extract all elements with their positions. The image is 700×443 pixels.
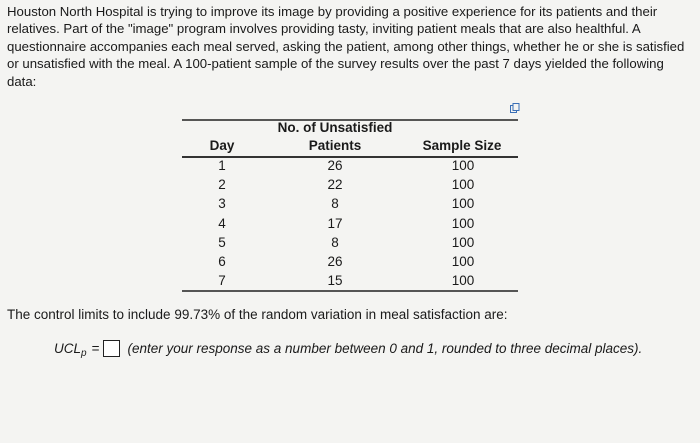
ucl-label: UCL [54,341,82,356]
cell-unsatisfied: 8 [331,196,339,212]
cell-day: 6 [218,254,226,269]
cell-unsatisfied: 22 [327,177,343,193]
copy-table-icon[interactable] [510,103,520,113]
cell-sample-size: 100 [451,177,475,193]
problem-statement: Houston North Hospital is trying to improve its image by providing a positive experience for its patients and their relatives. Part of the "image" program involves providing tasty, inviting patient meals that are also healthful. A questionnaire accompanies each meal served, asking the patient, among other things, whether he or she is satisfied or unsatisfied with the meal. A 100-patient sample of the survey results over the past 7 days yielded the following data: [7,4,685,89]
cell-day: 7 [218,273,226,289]
answer-hint: (enter your response as a number between 0 and 1, rounded to three decimal places). [127,341,643,356]
cell-unsatisfied: 15 [327,273,343,289]
cell-sample-size: 100 [451,273,475,289]
cell-unsatisfied: 8 [331,234,339,250]
cell-sample-size: 100 [451,234,475,250]
cell-sample-size: 100 [451,254,475,269]
cell-sample-size: 100 [451,196,475,212]
cell-sample-size: 100 [451,158,475,173]
header-sample-size: Sample Size [422,138,502,153]
table-bottom-rule [182,290,518,292]
ucl-answer-line [54,340,642,357]
cell-day: 2 [218,177,226,193]
cell-unsatisfied: 17 [327,215,343,231]
cell-day: 5 [218,234,226,250]
ucl-answer-input[interactable] [103,340,120,357]
control-limits-text: The control limits to include 99.73% of the random variation in meal satisfaction are: [7,307,508,322]
cell-day: 1 [218,158,226,173]
header-day: Day [209,138,235,153]
header-unsatisfied-line1: No. of Unsatisfied [277,120,393,135]
cell-unsatisfied: 26 [327,158,343,173]
cell-sample-size: 100 [451,215,475,231]
cell-unsatisfied: 26 [327,254,343,269]
cell-day: 3 [218,196,226,212]
cell-day: 4 [218,215,226,231]
equals-sign: = [91,341,100,356]
header-unsatisfied-line2: Patients [308,138,362,153]
ucl-subscript: p [81,348,87,359]
